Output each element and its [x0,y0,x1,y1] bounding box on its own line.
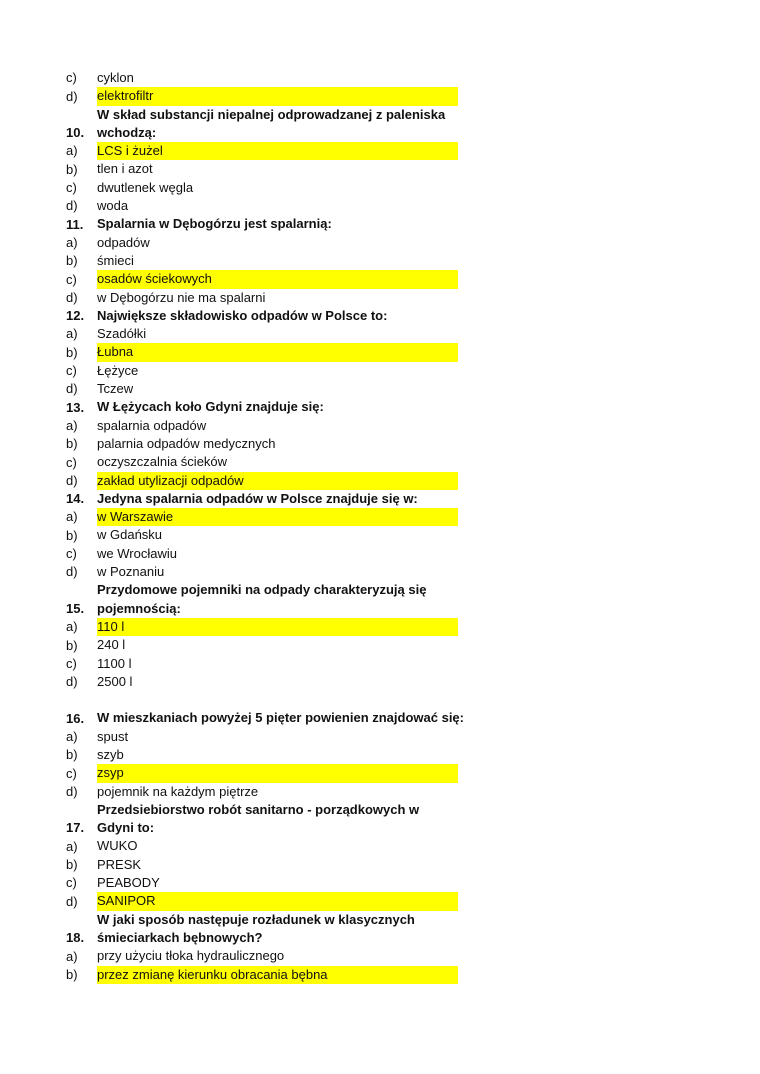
answer-row [0,142,760,160]
answer-text: Łężyce [97,362,139,378]
answer-text: Tczew [97,381,134,397]
answer-row [0,636,760,654]
answer-row [0,197,760,215]
answer-row [0,892,760,910]
answer-letter: a) [66,326,78,342]
answer-row [0,325,760,343]
answer-letter: a) [66,234,78,250]
answer-text: pojemnik na każdym piętrze [97,783,259,799]
answer-row [0,69,760,87]
answer-row [0,362,760,380]
question-row [0,709,760,727]
answer-row [0,837,760,855]
question-row [0,581,760,618]
question-text: W mieszkaniach powyżej 5 pięter powienien znajdować się: [97,710,464,726]
question-number: 16. [66,710,85,726]
highlighted-answer: w Warszawie [97,508,458,526]
answer-row [0,526,760,544]
answer-letter: d) [66,893,78,909]
answer-text: WUKO [97,838,138,854]
answer-letter: b) [66,857,78,873]
answer-letter: a) [66,838,78,854]
answer-text: PEABODY [97,875,160,891]
question-number: 10. [66,125,85,141]
answer-row [0,783,760,801]
answer-letter: c) [66,454,77,470]
answer-letter: d) [66,783,78,799]
answer-text: cyklon [97,70,134,85]
answer-row [0,655,760,673]
answer-letter: a) [66,143,78,159]
answer-text: 240 l [97,637,126,653]
answer-row [0,435,760,453]
answer-row [0,270,760,288]
answer-row [0,472,760,490]
spacer [0,691,760,709]
answer-letter: b) [66,253,78,269]
question-row [0,801,760,838]
answer-letter: a) [66,948,78,964]
answer-row [0,764,760,782]
question-number: 18. [66,930,85,946]
answer-text: śmieci [97,252,134,268]
answer-letter: c) [66,765,77,781]
answer-letter: d) [66,289,78,305]
answer-row [0,728,760,746]
question-number: 14. [66,491,85,507]
question-row [0,398,760,416]
answer-row [0,343,760,361]
answer-text: spust [97,728,129,744]
answer-text: dwutlenek węgla [97,179,194,195]
answer-row [0,289,760,307]
answer-text: w Dębogórzu nie ma spalarni [97,289,266,305]
question-number: 11. [66,216,84,232]
highlighted-answer: przez zmianę kierunku obracania bębna [97,966,458,984]
answer-letter: b) [66,161,78,177]
answer-text: w Poznaniu [97,564,165,580]
answer-letter: a) [66,619,78,635]
highlighted-answer: osadów ściekowych [97,270,458,288]
highlighted-answer: zakład utylizacji odpadów [97,472,458,490]
answer-letter: d) [66,88,78,104]
answer-letter: d) [66,674,78,690]
answer-text: spalarnia odpadów [97,417,207,433]
question-row [0,215,760,233]
quiz-document [0,69,760,984]
question-text: Przedsiebiorstwo robót sanitarno - porządkowych w Gdyni to: [97,801,420,836]
answer-text: tlen i azot [97,161,153,177]
answer-row [0,160,760,178]
answer-letter: d) [66,472,78,488]
answer-text: w Gdańsku [97,527,163,543]
question-row [0,490,760,508]
question-text: Największe składowisko odpadów w Polsce to: [97,307,388,323]
question-text: W Łężycach koło Gdyni znajduje się: [97,399,324,415]
answer-row [0,508,760,526]
answer-row [0,966,760,984]
answer-row [0,746,760,764]
question-text: W skład substancji niepalnej odprowadzanej z paleniska wchodzą: [97,106,446,140]
answer-text: 2500 l [97,673,133,689]
question-text: Jedyna spalarnia odpadów w Polsce znajduje się w: [97,490,418,506]
question-row [0,106,760,143]
answer-row [0,234,760,252]
question-number: 17. [66,820,85,836]
question-number: 13. [66,399,85,415]
highlighted-answer: elektrofiltr [97,87,458,105]
question-number: 12. [66,308,85,324]
answer-letter: c) [66,70,77,86]
answer-letter: c) [66,363,77,379]
answer-row [0,417,760,435]
answer-row [0,947,760,965]
answer-letter: a) [66,728,78,744]
answer-letter: c) [66,655,77,671]
answer-text: Szadółki [97,326,147,342]
highlighted-answer: zsyp [97,764,458,782]
answer-row [0,673,760,691]
answer-letter: a) [66,417,78,433]
answer-row [0,179,760,197]
answer-letter: b) [66,747,78,763]
highlighted-answer: 110 l [97,618,458,636]
answer-letter: b) [66,966,78,982]
answer-letter: c) [66,546,77,562]
answer-text: PRESK [97,856,142,872]
answer-letter: b) [66,527,78,543]
answer-letter: a) [66,509,78,525]
question-number: 15. [66,600,85,616]
answer-text: oczyszczalnia ścieków [97,454,228,470]
answer-text: szyb [97,746,124,762]
answer-row [0,856,760,874]
answer-row [0,252,760,270]
answer-text: we Wrocławiu [97,545,177,561]
question-text: Przydomowe pojemniki na odpady charakteryzują się pojemnością: [97,582,427,616]
answer-row [0,545,760,563]
answer-letter: b) [66,637,78,653]
question-text: Spalarnia w Dębogórzu jest spalarnią: [97,216,332,232]
highlighted-answer: Łubna [97,343,458,361]
answer-text: przy użyciu tłoka hydraulicznego [97,948,285,964]
answer-row [0,618,760,636]
answer-row [0,563,760,581]
answer-row [0,874,760,892]
question-row [0,307,760,325]
answer-text: 1100 l [97,655,132,671]
answer-row [0,453,760,471]
highlighted-answer: SANIPOR [97,892,458,910]
answer-row [0,87,760,105]
question-row [0,911,760,948]
answer-letter: c) [66,180,77,196]
answer-letter: d) [66,381,78,397]
answer-row [0,380,760,398]
answer-text: palarnia odpadów medycznych [97,435,276,451]
answer-letter: b) [66,344,78,360]
highlighted-answer: LCS i żużel [97,142,458,160]
answer-letter: b) [66,436,78,452]
question-text: W jaki sposób następuje rozładunek w klasycznych śmieciarkach bębnowych? [97,911,415,945]
answer-letter: c) [66,875,77,891]
answer-text: odpadów [97,234,150,250]
answer-letter: d) [66,564,78,580]
answer-text: woda [97,198,129,214]
answer-letter: c) [66,271,77,287]
answer-letter: d) [66,198,78,214]
